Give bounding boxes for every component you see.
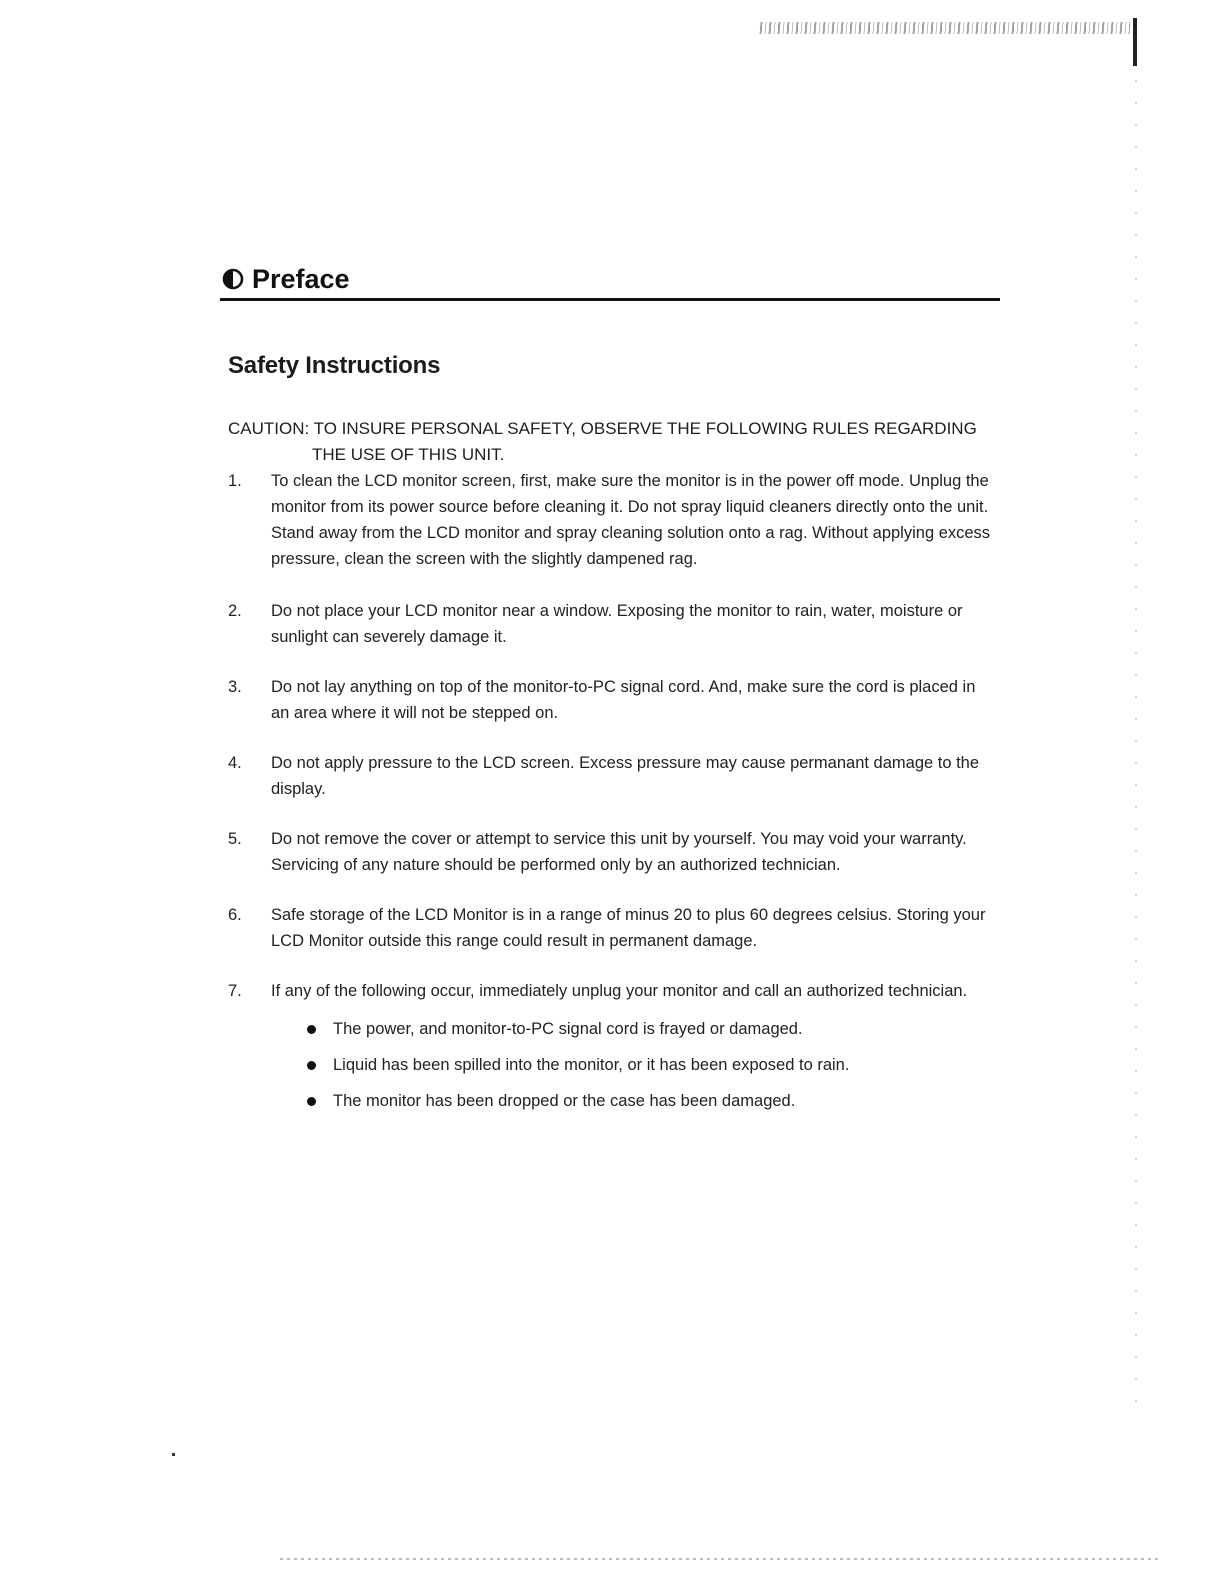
rule-text: Safe storage of the LCD Monitor is in a range of minus 20 to plus 60 degrees celsius. Storing your LCD Monitor outside this range could result in permanent damage. [271, 906, 986, 950]
conditions-bullet-list [271, 1016, 998, 1114]
bullet-item [303, 1052, 998, 1078]
scan-edge-artifact-bottom [280, 1558, 1160, 1560]
page-title: Preface [252, 264, 350, 294]
rule-text: Do not place your LCD monitor near a window. Exposing the monitor to rain, water, moisture or sunlight can severely damage it. [271, 602, 963, 646]
scan-edge-artifact-right [1135, 80, 1137, 1410]
bullet-item [303, 1016, 998, 1042]
rule-number: 3. [228, 678, 242, 696]
bullet-dot-icon [307, 1097, 316, 1106]
rule-number: 1. [228, 472, 242, 490]
rule-item [228, 750, 998, 802]
rule-text: Do not remove the cover or attempt to service this unit by yourself. You may void your warranty. Servicing of any nature should be performed only by an authorized technician. [271, 830, 967, 874]
rule-item [228, 468, 998, 572]
section-title: Safety Instructions [228, 352, 441, 379]
rule-item [228, 674, 998, 726]
rule-text: If any of the following occur, immediately unplug your monitor and call an authorized technician. [271, 982, 968, 1000]
bullet-text: The monitor has been dropped or the case has been damaged. [333, 1092, 796, 1110]
bullet-text: The power, and monitor-to-PC signal cord is frayed or damaged. [333, 1020, 803, 1038]
bullet-dot-icon [307, 1061, 316, 1070]
rule-number: 2. [228, 602, 242, 620]
caution-line-1: CAUTION: TO INSURE PERSONAL SAFETY, OBSERVE THE FOLLOWING RULES REGARDING [228, 419, 977, 438]
bullet-item [303, 1088, 998, 1114]
bullet-text: Liquid has been spilled into the monitor, or it has been exposed to rain. [333, 1056, 850, 1074]
half-circle-icon [222, 268, 244, 290]
scan-edge-artifact-corner [1133, 18, 1137, 66]
preface-header [220, 262, 1000, 301]
rule-item [228, 978, 998, 1114]
caution-line-2: THE USE OF THIS UNIT. [312, 445, 505, 464]
scan-edge-artifact-top [760, 22, 1131, 34]
rule-text: Do not apply pressure to the LCD screen. Excess pressure may cause permanant damage to the display. [271, 754, 980, 798]
caution-text [228, 416, 988, 468]
rule-number: 5. [228, 830, 242, 848]
rule-text: Do not lay anything on top of the monitor-to-PC signal cord. And, make sure the cord is placed in an area where it will not be stepped on. [271, 678, 976, 722]
rule-item [228, 598, 998, 650]
scan-speck [172, 1453, 175, 1456]
bullet-dot-icon [307, 1025, 316, 1034]
rule-number: 6. [228, 906, 242, 924]
rule-item [228, 826, 998, 878]
rule-item [228, 902, 998, 954]
safety-rules-list [228, 468, 998, 1138]
rule-number: 7. [228, 982, 242, 1000]
rule-text: To clean the LCD monitor screen, first, make sure the monitor is in the power off mode. Unplug the monitor from its power source before cleaning it. Do not spray liquid cleaners directly onto the unit. Stand away from the LCD monitor and spray cleaning solution onto a rag. Without applying excess pressure, clean the screen with the slightly dampened rag. [271, 472, 991, 568]
rule-number: 4. [228, 754, 242, 772]
